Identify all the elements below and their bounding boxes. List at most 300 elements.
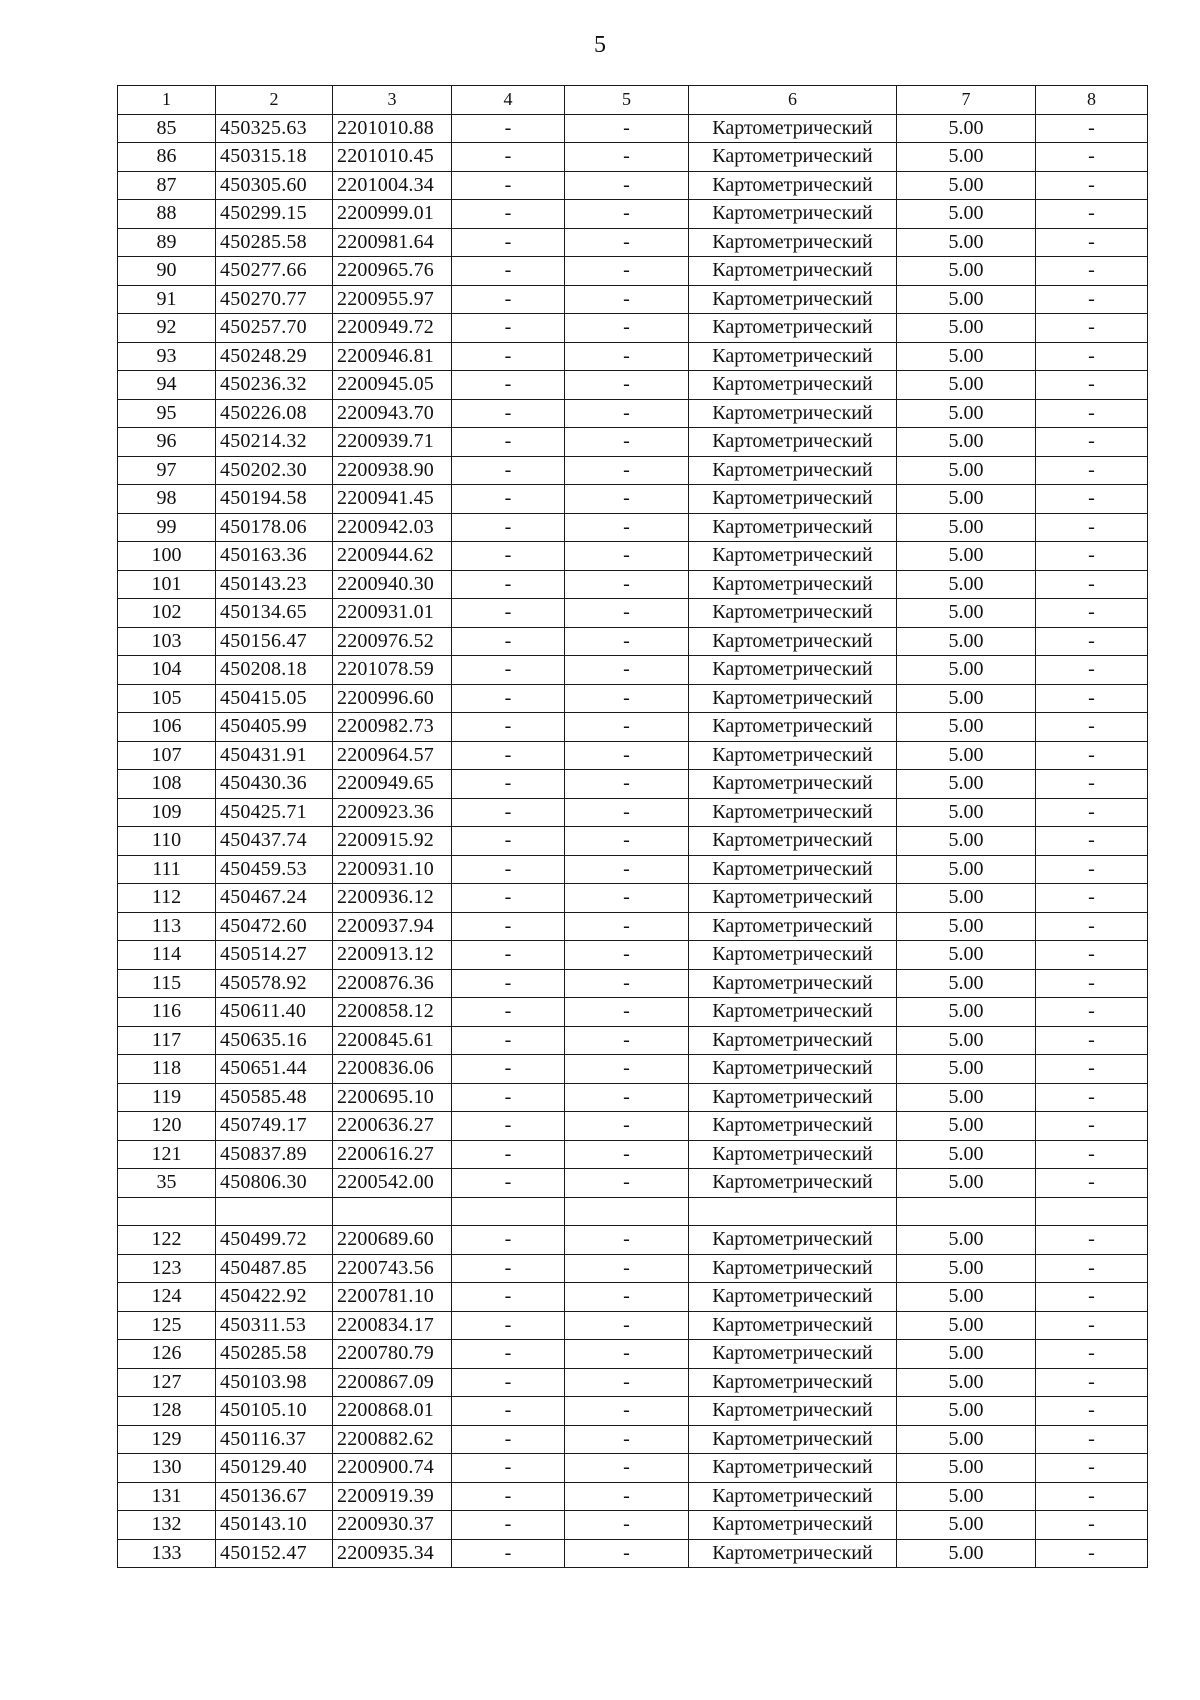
table-row (118, 599, 1148, 628)
cell-col-4: - (452, 1482, 565, 1511)
cell-coord-x: 450129.40 (216, 1454, 333, 1483)
cell-coord-y: 2200900.74 (333, 1454, 452, 1483)
cell-col-8: - (1036, 399, 1148, 428)
cell-col-4: - (452, 1169, 565, 1198)
table-row (118, 1340, 1148, 1369)
cell-col-4 (452, 1197, 565, 1226)
cell-col-4: - (452, 143, 565, 172)
cell-col-8: - (1036, 428, 1148, 457)
cell-col-5: - (565, 1340, 689, 1369)
cell-col-5: - (565, 798, 689, 827)
table-row (118, 1425, 1148, 1454)
table-row (118, 969, 1148, 998)
cell-col-4: - (452, 912, 565, 941)
cell-col-4: - (452, 1055, 565, 1084)
cell-coord-x: 450806.30 (216, 1169, 333, 1198)
cell-col-5: - (565, 627, 689, 656)
cell-col-5: - (565, 941, 689, 970)
table-row (118, 1254, 1148, 1283)
cell-accuracy: 5.00 (897, 1539, 1036, 1568)
cell-coord-y: 2200867.09 (333, 1368, 452, 1397)
cell-coord-y: 2200946.81 (333, 342, 452, 371)
cell-col-4: - (452, 827, 565, 856)
cell-method: Картометрический (689, 1140, 897, 1169)
cell-coord-x: 450305.60 (216, 171, 333, 200)
cell-coord-y: 2200930.37 (333, 1511, 452, 1540)
cell-col-5: - (565, 513, 689, 542)
cell-col-5: - (565, 1539, 689, 1568)
cell-method: Картометрический (689, 969, 897, 998)
cell-col-8: - (1036, 1368, 1148, 1397)
cell-col-8: - (1036, 456, 1148, 485)
cell-coord-y: 2200931.10 (333, 855, 452, 884)
table-row (118, 1539, 1148, 1568)
cell-col-8: - (1036, 627, 1148, 656)
cell-coord-x: 450749.17 (216, 1112, 333, 1141)
table-row (118, 570, 1148, 599)
cell-accuracy: 5.00 (897, 1397, 1036, 1426)
cell-accuracy: 5.00 (897, 1283, 1036, 1312)
cell-point-number: 91 (118, 285, 216, 314)
cell-method: Картометрический (689, 257, 897, 286)
cell-point-number: 115 (118, 969, 216, 998)
cell-accuracy: 5.00 (897, 798, 1036, 827)
table-row (118, 428, 1148, 457)
cell-col-8: - (1036, 827, 1148, 856)
table-row (118, 1226, 1148, 1255)
table-row (118, 200, 1148, 229)
cell-col-5: - (565, 1254, 689, 1283)
table-row (118, 1511, 1148, 1540)
cell-accuracy: 5.00 (897, 228, 1036, 257)
cell-col-5: - (565, 314, 689, 343)
cell-coord-y: 2200955.97 (333, 285, 452, 314)
cell-method: Картометрический (689, 542, 897, 571)
cell-col-5: - (565, 912, 689, 941)
cell-method: Картометрический (689, 1340, 897, 1369)
cell-accuracy: 5.00 (897, 456, 1036, 485)
cell-point-number: 95 (118, 399, 216, 428)
cell-coord-x: 450202.30 (216, 456, 333, 485)
cell-col-4: - (452, 1112, 565, 1141)
cell-col-4: - (452, 1311, 565, 1340)
cell-point-number: 87 (118, 171, 216, 200)
cell-accuracy: 5.00 (897, 912, 1036, 941)
cell-col-5: - (565, 1454, 689, 1483)
table-row (118, 1140, 1148, 1169)
cell-point-number: 116 (118, 998, 216, 1027)
cell-col-4: - (452, 627, 565, 656)
table-row (118, 513, 1148, 542)
table-row (118, 171, 1148, 200)
table-row (118, 1397, 1148, 1426)
cell-col-5: - (565, 1368, 689, 1397)
cell-point-number: 96 (118, 428, 216, 457)
cell-col-4: - (452, 1539, 565, 1568)
cell-col-4: - (452, 713, 565, 742)
cell-coord-y: 2200935.34 (333, 1539, 452, 1568)
cell-col-5: - (565, 1311, 689, 1340)
cell-col-4: - (452, 1283, 565, 1312)
cell-point-number: 89 (118, 228, 216, 257)
cell-col-8: - (1036, 1283, 1148, 1312)
cell-col-5: - (565, 1026, 689, 1055)
cell-point-number: 122 (118, 1226, 216, 1255)
cell-col-4: - (452, 1254, 565, 1283)
cell-col-8: - (1036, 1340, 1148, 1369)
cell-point-number: 106 (118, 713, 216, 742)
table-row (118, 542, 1148, 571)
cell-col-5: - (565, 542, 689, 571)
table-row (118, 114, 1148, 143)
cell-col-5: - (565, 1112, 689, 1141)
cell-point-number: 129 (118, 1425, 216, 1454)
cell-accuracy: 5.00 (897, 1083, 1036, 1112)
cell-col-4: - (452, 285, 565, 314)
cell-coord-x: 450430.36 (216, 770, 333, 799)
cell-coord-y: 2200542.00 (333, 1169, 452, 1198)
cell-method (689, 1197, 897, 1226)
cell-accuracy: 5.00 (897, 1311, 1036, 1340)
cell-point-number: 85 (118, 114, 216, 143)
cell-coord-x: 450578.92 (216, 969, 333, 998)
cell-accuracy: 5.00 (897, 143, 1036, 172)
cell-accuracy: 5.00 (897, 827, 1036, 856)
cell-accuracy: 5.00 (897, 1340, 1036, 1369)
cell-method: Картометрический (689, 1311, 897, 1340)
cell-col-4: - (452, 342, 565, 371)
cell-col-4: - (452, 770, 565, 799)
cell-accuracy: 5.00 (897, 1226, 1036, 1255)
cell-coord-x: 450208.18 (216, 656, 333, 685)
cell-col-8: - (1036, 371, 1148, 400)
cell-col-5: - (565, 342, 689, 371)
cell-col-8: - (1036, 1226, 1148, 1255)
cell-coord-x: 450422.92 (216, 1283, 333, 1312)
cell-col-8: - (1036, 257, 1148, 286)
cell-method: Картометрический (689, 627, 897, 656)
cell-point-number: 114 (118, 941, 216, 970)
cell-coord-y: 2200949.72 (333, 314, 452, 343)
cell-accuracy: 5.00 (897, 257, 1036, 286)
cell-method: Картометрический (689, 1283, 897, 1312)
cell-method: Картометрический (689, 770, 897, 799)
cell-col-8: - (1036, 656, 1148, 685)
cell-point-number: 119 (118, 1083, 216, 1112)
cell-point-number: 131 (118, 1482, 216, 1511)
table-row (118, 713, 1148, 742)
cell-method: Картометрический (689, 1539, 897, 1568)
cell-method: Картометрический (689, 855, 897, 884)
cell-coord-x: 450143.23 (216, 570, 333, 599)
cell-col-5: - (565, 485, 689, 514)
cell-point-number: 108 (118, 770, 216, 799)
cell-col-5: - (565, 1511, 689, 1540)
cell-method: Картометрический (689, 114, 897, 143)
cell-method: Картометрический (689, 371, 897, 400)
cell-col-8: - (1036, 228, 1148, 257)
cell-accuracy: 5.00 (897, 713, 1036, 742)
cell-coord-y: 2201078.59 (333, 656, 452, 685)
cell-coord-x (216, 1197, 333, 1226)
cell-coord-x: 450226.08 (216, 399, 333, 428)
table-row (118, 941, 1148, 970)
cell-coord-x: 450405.99 (216, 713, 333, 742)
cell-coord-x: 450105.10 (216, 1397, 333, 1426)
cell-accuracy: 5.00 (897, 285, 1036, 314)
cell-point-number: 101 (118, 570, 216, 599)
cell-coord-y: 2200999.01 (333, 200, 452, 229)
cell-method: Картометрический (689, 1482, 897, 1511)
cell-col-5: - (565, 1397, 689, 1426)
cell-accuracy: 5.00 (897, 741, 1036, 770)
cell-col-4: - (452, 998, 565, 1027)
cell-coord-y: 2200689.60 (333, 1226, 452, 1255)
cell-col-4: - (452, 941, 565, 970)
cell-accuracy: 5.00 (897, 941, 1036, 970)
cell-point-number: 133 (118, 1539, 216, 1568)
cell-col-5: - (565, 570, 689, 599)
cell-coord-y: 2200936.12 (333, 884, 452, 913)
cell-coord-y: 2200942.03 (333, 513, 452, 542)
header-col-1: 1 (118, 86, 216, 115)
cell-coord-x: 450611.40 (216, 998, 333, 1027)
cell-point-number: 125 (118, 1311, 216, 1340)
separator-row (118, 1197, 1148, 1226)
cell-col-4: - (452, 1083, 565, 1112)
cell-coord-x: 450136.67 (216, 1482, 333, 1511)
cell-coord-y: 2200976.52 (333, 627, 452, 656)
cell-coord-y: 2200919.39 (333, 1482, 452, 1511)
cell-col-8: - (1036, 314, 1148, 343)
cell-coord-y: 2200876.36 (333, 969, 452, 998)
cell-method: Картометрический (689, 570, 897, 599)
cell-accuracy: 5.00 (897, 855, 1036, 884)
cell-method: Картометрический (689, 228, 897, 257)
cell-coord-x: 450257.70 (216, 314, 333, 343)
cell-coord-y: 2200945.05 (333, 371, 452, 400)
cell-coord-x: 450415.05 (216, 684, 333, 713)
cell-accuracy: 5.00 (897, 399, 1036, 428)
cell-method: Картометрический (689, 998, 897, 1027)
cell-coord-x: 450315.18 (216, 143, 333, 172)
table-row (118, 143, 1148, 172)
cell-col-4: - (452, 884, 565, 913)
cell-accuracy: 5.00 (897, 513, 1036, 542)
cell-col-5: - (565, 998, 689, 1027)
cell-point-number: 100 (118, 542, 216, 571)
header-col-4: 4 (452, 86, 565, 115)
cell-accuracy: 5.00 (897, 371, 1036, 400)
table-row (118, 741, 1148, 770)
cell-col-4: - (452, 798, 565, 827)
cell-col-4: - (452, 456, 565, 485)
cell-col-5: - (565, 741, 689, 770)
cell-point-number: 88 (118, 200, 216, 229)
cell-method: Картометрический (689, 684, 897, 713)
cell-accuracy: 5.00 (897, 1055, 1036, 1084)
cell-method: Картометрический (689, 1169, 897, 1198)
cell-point-number: 121 (118, 1140, 216, 1169)
cell-method: Картометрический (689, 912, 897, 941)
cell-col-5: - (565, 285, 689, 314)
cell-col-5: - (565, 143, 689, 172)
cell-point-number: 35 (118, 1169, 216, 1198)
cell-col-8: - (1036, 884, 1148, 913)
table-row (118, 342, 1148, 371)
table-row (118, 399, 1148, 428)
cell-coord-x: 450270.77 (216, 285, 333, 314)
cell-col-5: - (565, 684, 689, 713)
cell-col-4: - (452, 114, 565, 143)
cell-coord-x: 450248.29 (216, 342, 333, 371)
cell-col-4: - (452, 428, 565, 457)
table-row (118, 770, 1148, 799)
table-row (118, 798, 1148, 827)
table-header (118, 86, 1148, 115)
cell-coord-y: 2201010.45 (333, 143, 452, 172)
cell-method: Картометрический (689, 713, 897, 742)
cell-accuracy: 5.00 (897, 200, 1036, 229)
cell-point-number: 123 (118, 1254, 216, 1283)
cell-col-8: - (1036, 599, 1148, 628)
table-row (118, 912, 1148, 941)
cell-col-8: - (1036, 798, 1148, 827)
cell-coord-x: 450103.98 (216, 1368, 333, 1397)
cell-point-number: 127 (118, 1368, 216, 1397)
cell-coord-y: 2200616.27 (333, 1140, 452, 1169)
cell-col-4: - (452, 399, 565, 428)
cell-col-8: - (1036, 342, 1148, 371)
cell-col-4: - (452, 257, 565, 286)
cell-coord-x: 450285.58 (216, 1340, 333, 1369)
cell-point-number: 118 (118, 1055, 216, 1084)
cell-coord-y: 2200868.01 (333, 1397, 452, 1426)
cell-coord-y: 2200780.79 (333, 1340, 452, 1369)
table-row (118, 1482, 1148, 1511)
cell-col-4: - (452, 200, 565, 229)
cell-method: Картометрический (689, 485, 897, 514)
cell-col-8: - (1036, 1511, 1148, 1540)
table-row (118, 485, 1148, 514)
cell-col-5: - (565, 1482, 689, 1511)
cell-point-number: 97 (118, 456, 216, 485)
cell-col-5: - (565, 1226, 689, 1255)
cell-col-8: - (1036, 171, 1148, 200)
cell-point-number: 132 (118, 1511, 216, 1540)
cell-coord-y: 2200915.92 (333, 827, 452, 856)
cell-method: Картометрический (689, 285, 897, 314)
cell-col-5: - (565, 171, 689, 200)
table-body (118, 114, 1148, 1568)
cell-coord-x: 450459.53 (216, 855, 333, 884)
cell-method: Картометрический (689, 428, 897, 457)
cell-col-4: - (452, 656, 565, 685)
cell-coord-y: 2200996.60 (333, 684, 452, 713)
cell-col-8: - (1036, 542, 1148, 571)
cell-point-number: 124 (118, 1283, 216, 1312)
cell-point-number: 103 (118, 627, 216, 656)
cell-col-8: - (1036, 941, 1148, 970)
cell-method: Картометрический (689, 1026, 897, 1055)
cell-col-4: - (452, 371, 565, 400)
cell-coord-y: 2200931.01 (333, 599, 452, 628)
cell-col-5: - (565, 855, 689, 884)
cell-coord-y: 2200913.12 (333, 941, 452, 970)
cell-coord-x: 450437.74 (216, 827, 333, 856)
cell-coord-y: 2200940.30 (333, 570, 452, 599)
cell-method: Картометрический (689, 456, 897, 485)
cell-coord-y: 2201010.88 (333, 114, 452, 143)
cell-method: Картометрический (689, 143, 897, 172)
cell-point-number: 86 (118, 143, 216, 172)
cell-col-5 (565, 1197, 689, 1226)
cell-coord-x: 450134.65 (216, 599, 333, 628)
table-row (118, 827, 1148, 856)
cell-coord-y: 2200845.61 (333, 1026, 452, 1055)
cell-col-8: - (1036, 1055, 1148, 1084)
cell-coord-x: 450311.53 (216, 1311, 333, 1340)
cell-accuracy: 5.00 (897, 627, 1036, 656)
cell-accuracy: 5.00 (897, 1511, 1036, 1540)
cell-coord-x: 450194.58 (216, 485, 333, 514)
cell-point-number: 110 (118, 827, 216, 856)
cell-point-number: 111 (118, 855, 216, 884)
cell-accuracy: 5.00 (897, 1026, 1036, 1055)
table-row (118, 1112, 1148, 1141)
cell-accuracy: 5.00 (897, 656, 1036, 685)
cell-col-5: - (565, 770, 689, 799)
cell-accuracy (897, 1197, 1036, 1226)
cell-accuracy: 5.00 (897, 969, 1036, 998)
cell-point-number: 102 (118, 599, 216, 628)
cell-point-number: 128 (118, 1397, 216, 1426)
cell-accuracy: 5.00 (897, 342, 1036, 371)
cell-col-8: - (1036, 713, 1148, 742)
cell-col-8: - (1036, 1083, 1148, 1112)
cell-point-number: 107 (118, 741, 216, 770)
cell-coord-x: 450214.32 (216, 428, 333, 457)
cell-accuracy: 5.00 (897, 314, 1036, 343)
cell-col-5: - (565, 228, 689, 257)
cell-point-number: 98 (118, 485, 216, 514)
cell-coord-y: 2200964.57 (333, 741, 452, 770)
cell-col-8: - (1036, 998, 1148, 1027)
cell-method: Картометрический (689, 1226, 897, 1255)
cell-coord-x: 450178.06 (216, 513, 333, 542)
cell-method: Картометрический (689, 513, 897, 542)
coordinates-table (117, 85, 1148, 1568)
cell-col-8: - (1036, 570, 1148, 599)
cell-coord-x: 450472.60 (216, 912, 333, 941)
cell-method: Картометрический (689, 827, 897, 856)
table-row (118, 1311, 1148, 1340)
cell-accuracy: 5.00 (897, 1112, 1036, 1141)
cell-point-number: 93 (118, 342, 216, 371)
cell-col-5: - (565, 599, 689, 628)
cell-coord-x: 450499.72 (216, 1226, 333, 1255)
cell-point-number: 109 (118, 798, 216, 827)
cell-col-4: - (452, 1026, 565, 1055)
cell-point-number: 94 (118, 371, 216, 400)
cell-coord-y: 2200949.65 (333, 770, 452, 799)
cell-col-5: - (565, 399, 689, 428)
cell-coord-y: 2200965.76 (333, 257, 452, 286)
cell-coord-y: 2200836.06 (333, 1055, 452, 1084)
cell-col-8: - (1036, 143, 1148, 172)
cell-accuracy: 5.00 (897, 114, 1036, 143)
table-row (118, 1055, 1148, 1084)
